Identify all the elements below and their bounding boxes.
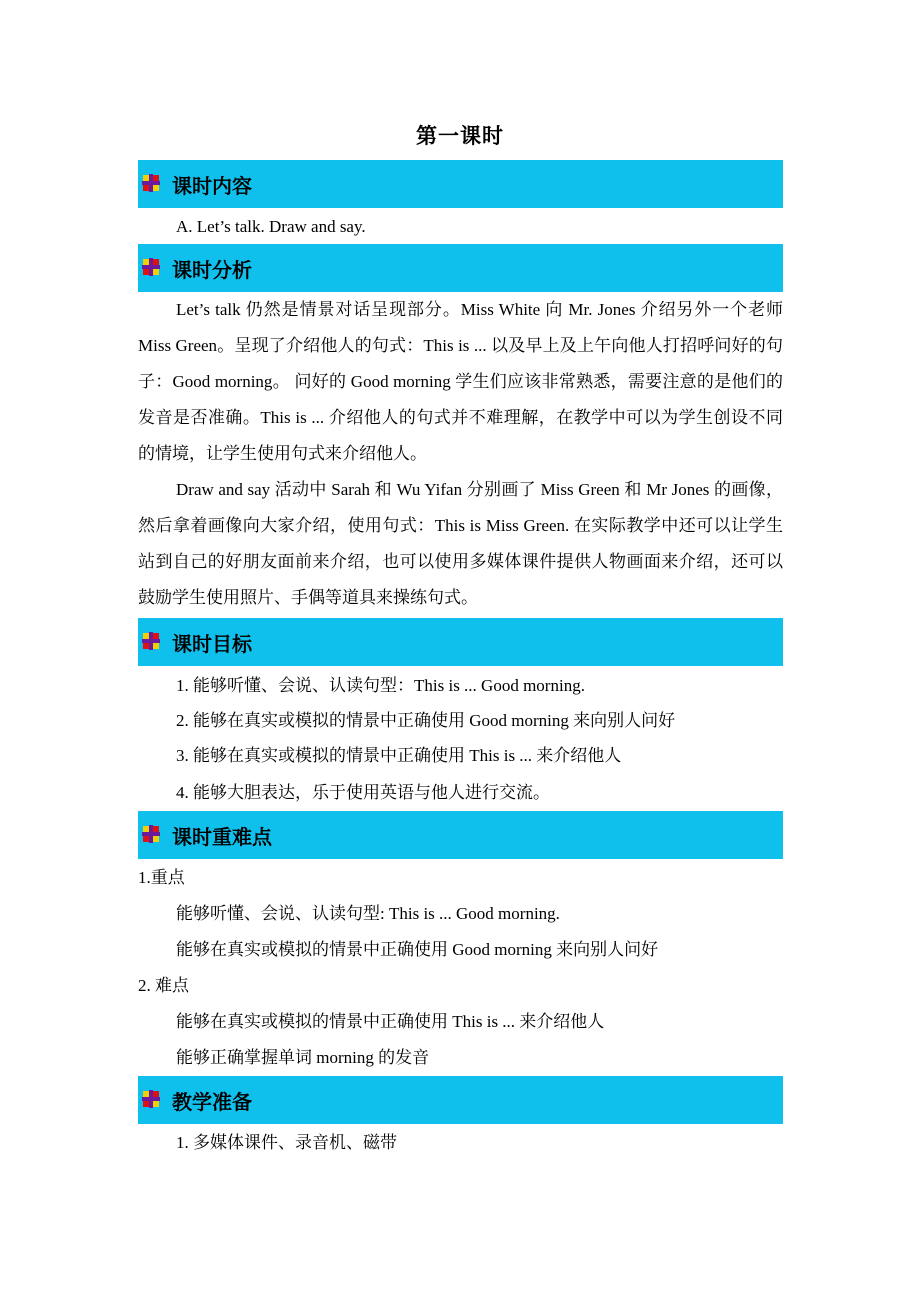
difficulty-label: 2. 难点 <box>138 976 189 995</box>
preparation-item: 1. 多媒体课件、录音机、磁带 <box>176 1133 397 1152</box>
difficulty-item: 能够正确掌握单词 morning 的发音 <box>176 1048 430 1067</box>
analysis-paragraph-1: Let’s talk 仍然是情景对话呈现部分。Miss White 向 Mr. Jones 介绍另外一个老师 Miss Green。呈现了介绍他人的句式：This is ... 以及早上及上午向他人打招呼问好的句子：Good morning。 问好的 Good morning 学生们应该非常熟悉，需要注意的是他们的发音是否准确。This is ... 介绍他人的句式并不难理解，在教学中可以为学生创设不同的情境，让学生使用句式来介绍他人。 <box>138 300 783 463</box>
analysis-body <box>138 292 783 616</box>
section-header-key-points <box>138 811 783 859</box>
section-heading: 教学准备 <box>172 1089 252 1114</box>
focus-label: 1.重点 <box>138 868 185 887</box>
section-header-content <box>138 160 783 208</box>
focus-item: 能够听懂、会说、认读句型: This is ... Good morning. <box>176 904 560 923</box>
section-heading: 课时分析 <box>172 257 252 282</box>
section-header-preparation <box>138 1076 783 1124</box>
section-heading: 课时目标 <box>172 631 252 656</box>
objective-item: 4. 能够大胆表达，乐于使用英语与他人进行交流。 <box>176 783 550 802</box>
objective-item: 1. 能够听懂、会说、认读句型：This is ... Good morning. <box>176 676 585 695</box>
objective-item: 3. 能够在真实或模拟的情景中正确使用 This is ... 来介绍他人 <box>176 746 622 765</box>
bullet-cross-icon <box>142 258 160 276</box>
bullet-cross-icon <box>142 1090 160 1108</box>
analysis-paragraph-2: Draw and say 活动中 Sarah 和 Wu Yifan 分别画了 Miss Green 和 Mr Jones 的画像，然后拿着画像向大家介绍，使用句式：This is Miss Green. 在实际教学中还可以让学生站到自己的好朋友面前来介绍，也可以使用多媒体课件提供人物画面来介绍，还可以鼓励学生使用照片、手偶等道具来操练句式。 <box>138 480 783 607</box>
content-text: A. Let’s talk. Draw and say. <box>176 217 366 236</box>
bullet-cross-icon <box>142 174 160 192</box>
section-header-analysis <box>138 244 783 292</box>
bullet-cross-icon <box>142 632 160 650</box>
difficulty-item: 能够在真实或模拟的情景中正确使用 This is ... 来介绍他人 <box>176 1012 605 1031</box>
section-header-objectives <box>138 618 783 666</box>
section-heading: 课时内容 <box>172 173 252 198</box>
objective-item: 2. 能够在真实或模拟的情景中正确使用 Good morning 来向别人问好 <box>176 711 676 730</box>
section-heading: 课时重难点 <box>172 824 272 849</box>
bullet-cross-icon <box>142 825 160 843</box>
focus-item: 能够在真实或模拟的情景中正确使用 Good morning 来向别人问好 <box>176 940 659 959</box>
page-title: 第一课时 <box>416 124 504 148</box>
